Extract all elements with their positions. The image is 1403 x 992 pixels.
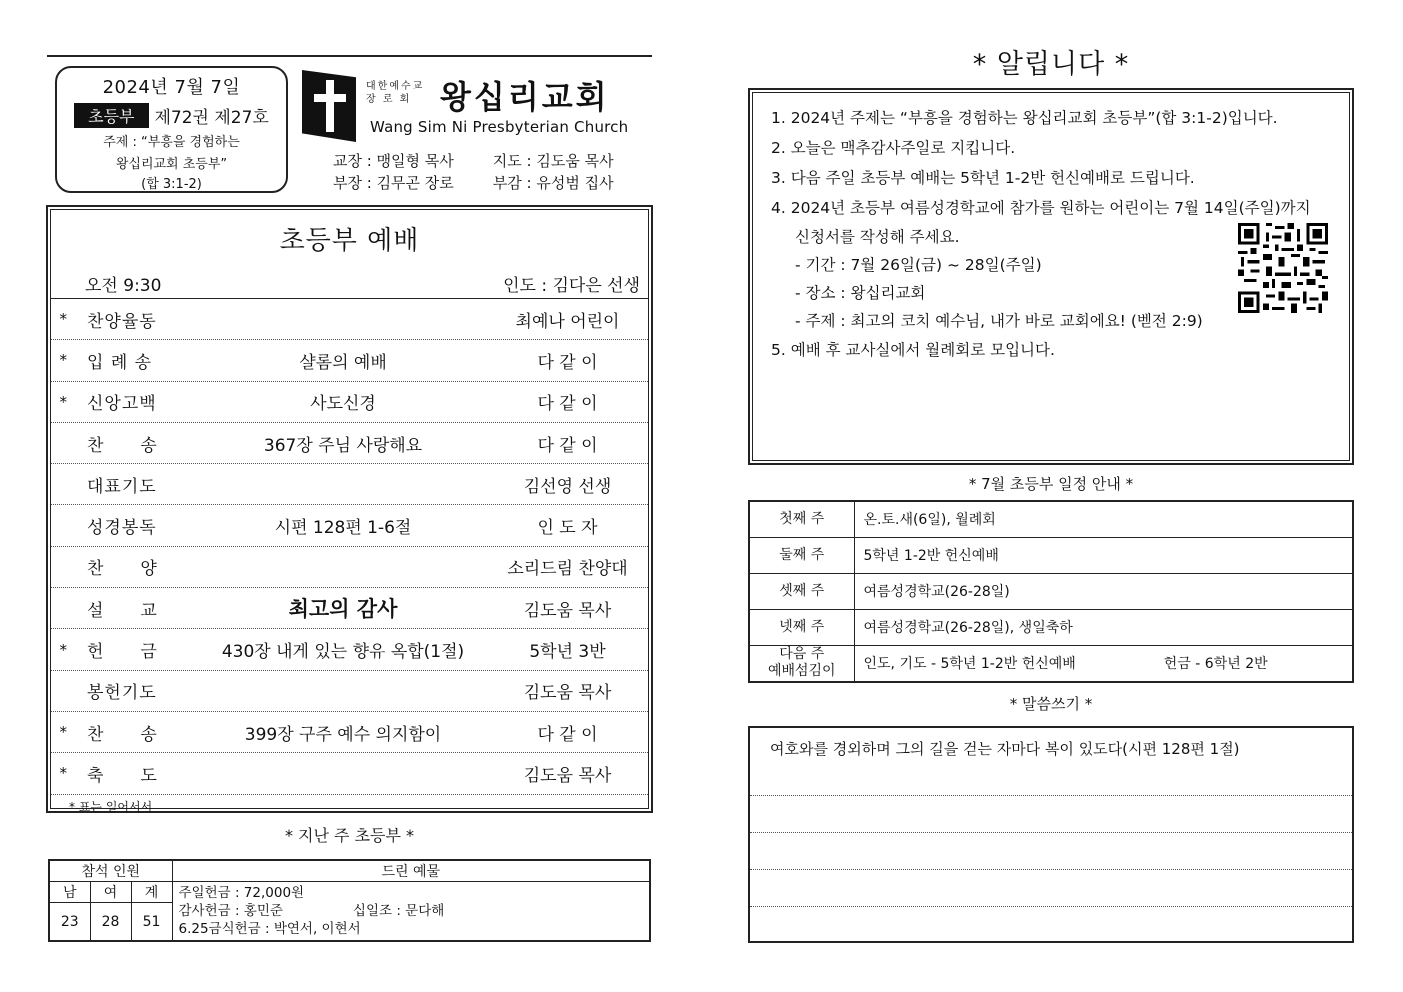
- offering-sunday: 주일헌금 : 72,000원: [178, 885, 305, 901]
- offering-thanks: 감사헌금 : 홍민준: [178, 903, 283, 919]
- stand-marker: *: [59, 392, 67, 411]
- order-item-name: 찬 송: [87, 435, 158, 456]
- yearly-theme: [57, 132, 286, 194]
- order-item-leader: 다 같 이: [537, 352, 598, 373]
- church-logo: [300, 68, 650, 144]
- order-item-content: 사도신경: [310, 394, 376, 415]
- order-item-content: 430장 내게 있는 향유 옥합(1절): [221, 642, 465, 663]
- worship-order-box: [46, 205, 653, 813]
- schedule-week-2-label: 둘째 주: [749, 537, 854, 573]
- schedule-week-4-label: 넷째 주: [749, 609, 854, 645]
- volume-number: 제72권 제27호: [154, 108, 269, 128]
- order-item-content: 367장 주님 사랑해요: [263, 435, 423, 456]
- notice-period: - 기간 : 7월 26일(금) ~ 28일(주일): [795, 256, 1042, 274]
- writing-line: [750, 906, 1352, 907]
- worship-row: [51, 505, 648, 546]
- denomination-label: 대한예수교 장 로 회: [366, 81, 425, 105]
- volume-row: [57, 103, 286, 128]
- writing-title: * 말씀쓰기 *: [1009, 695, 1093, 713]
- worship-header-row: [51, 271, 648, 299]
- order-item-name: 성경봉독: [87, 518, 157, 539]
- schedule-week-1-label: 첫째 주: [749, 501, 854, 537]
- count-male: 23: [49, 903, 90, 942]
- order-item-name: 대표기도: [87, 476, 157, 497]
- church-name: 왕십리교회: [440, 78, 610, 116]
- notice-item-3: 3. 다음 주일 초등부 예배는 5학년 1-2반 헌신예배로 드립니다.: [771, 169, 1195, 187]
- schedule-week-4-value: 여름성경학교(26-28일), 생일축하: [854, 609, 1353, 645]
- worship-time: 오전 9:30: [85, 276, 162, 296]
- order-item-name: 헌 금: [87, 642, 158, 663]
- notice-title: * 알립니다 *: [972, 49, 1130, 80]
- notice-item-4: 4. 2024년 초등부 여름성경학교에 참가를 원하는 어린이는 7월 14일(주일)까지: [771, 199, 1311, 217]
- staff-head: 부장 : 김무곤 장로: [333, 174, 454, 192]
- worship-row: [51, 588, 648, 629]
- worship-row: [51, 382, 648, 423]
- order-item-leader: 김선영 선생: [523, 476, 612, 497]
- writing-line: [750, 869, 1352, 870]
- writing-line: [750, 832, 1352, 833]
- date-box: [55, 66, 288, 193]
- worship-row: [51, 464, 648, 505]
- worship-row: [51, 423, 648, 464]
- last-week-table: [48, 859, 651, 942]
- col-male: 남: [49, 882, 90, 903]
- order-item-name: 축 도: [87, 765, 158, 786]
- order-item-leader: 다 같 이: [537, 435, 598, 456]
- notice-place: - 장소 : 왕십리교회: [795, 284, 926, 302]
- order-item-name: 봉헌기도: [87, 683, 157, 704]
- worship-row: [51, 753, 648, 794]
- count-total: 51: [131, 903, 172, 942]
- stand-marker: *: [59, 310, 67, 329]
- cross-icon: [302, 70, 356, 142]
- notice-item-1: 1. 2024년 주제는 “부흥을 경험하는 왕십리교회 초등부”(합 3:1-2)입니다.: [771, 109, 1278, 127]
- order-item-content: 샬롬의 예배: [299, 352, 387, 373]
- worship-row: [51, 671, 648, 712]
- notice-box: [748, 88, 1354, 465]
- stand-marker: *: [59, 764, 67, 783]
- next-offering: 헌금 - 6학년 2반: [1163, 656, 1268, 673]
- writing-box[interactable]: [748, 726, 1354, 943]
- order-item-content: 399장 구주 예수 의지함이: [244, 724, 442, 745]
- stand-marker: *: [59, 640, 67, 659]
- notice-item-2: 2. 오늘은 맥추감사주일로 지킵니다.: [771, 139, 1016, 157]
- order-item-name: 찬 양: [87, 559, 158, 580]
- order-item-leader: 다 같 이: [537, 724, 598, 745]
- schedule-table: [748, 500, 1354, 683]
- order-item-leader: 다 같 이: [537, 394, 598, 415]
- staff-director: 지도 : 김도움 목사: [492, 152, 614, 170]
- order-item-content: 시편 128편 1-6절: [274, 518, 412, 539]
- staff-list: [333, 150, 614, 194]
- schedule-next-value: [854, 645, 1353, 682]
- offering-tithe: 십일조 : 문다해: [352, 903, 445, 919]
- order-item-name: 설 교: [87, 600, 158, 621]
- worship-leader: 인도 : 김다은 선생: [503, 276, 640, 296]
- schedule-next-label: 다음 주 예배섬김이: [749, 645, 854, 682]
- offering-header: 드린 예물: [172, 860, 650, 882]
- worship-rows: [51, 299, 648, 795]
- order-item-leader: 김도움 목사: [523, 600, 612, 621]
- writing-line: [750, 795, 1352, 796]
- staff-principal: 교장 : 맹일형 목사: [333, 152, 454, 170]
- staff-vice: 부감 : 유성범 집사: [492, 174, 614, 192]
- order-item-leader: 인 도 자: [537, 518, 598, 539]
- offering-fasting: 6.25금식헌금 : 박연서, 이현서: [178, 921, 361, 937]
- order-item-leader: 최예나 어린이: [515, 311, 620, 332]
- order-item-name: 찬양율동: [87, 311, 157, 332]
- next-leader: 인도, 기도 - 5학년 1-2반 헌신예배: [863, 656, 1076, 673]
- theme-line-2: 왕십리교회 초등부”: [115, 157, 228, 172]
- order-item-leader: 김도움 목사: [523, 683, 612, 704]
- order-item-leader: 5학년 3반: [529, 642, 606, 663]
- order-item-leader: 소리드림 찬양대: [507, 559, 628, 580]
- schedule-week-2-value: 5학년 1-2반 헌신예배: [854, 537, 1353, 573]
- stand-marker: *: [59, 723, 67, 742]
- theme-ref: (합 3:1-2): [141, 177, 202, 192]
- qr-code-icon[interactable]: [1238, 223, 1328, 313]
- schedule-week-1-value: 온.토.새(6일), 월례회: [854, 501, 1353, 537]
- order-item-leader: 김도움 목사: [523, 765, 612, 786]
- attendance-header: 참석 인원: [49, 860, 172, 882]
- theme-line-1: 주제 : “부흥을 경험하는: [103, 135, 240, 150]
- schedule-week-3-value: 여름성경학교(26-28일): [854, 573, 1353, 609]
- order-item-content: 최고의 감사: [288, 597, 398, 622]
- notice-theme: - 주제 : 최고의 코치 예수님, 내가 바로 교회에요! (벧전 2:9): [795, 312, 1203, 330]
- stand-marker: *: [59, 351, 67, 370]
- schedule-week-3-label: 셋째 주: [749, 573, 854, 609]
- bulletin-date: 2024년 7월 7일: [102, 77, 241, 98]
- schedule-title: * 7월 초등부 일정 안내 *: [968, 475, 1134, 493]
- worship-title: 초등부 예배: [279, 226, 420, 256]
- col-female: 여: [90, 882, 131, 903]
- top-rule: [47, 55, 652, 57]
- col-total: 계: [131, 882, 172, 903]
- order-item-name: 찬 송: [87, 724, 158, 745]
- notice-item-5: 5. 예배 후 교사실에서 월례회로 모입니다.: [771, 341, 1055, 359]
- order-item-name: 신앙고백: [87, 394, 157, 415]
- church-english-name: Wang Sim Ni Presbyterian Church: [370, 118, 629, 136]
- notice-item-4-cont: 신청서를 작성해 주세요.: [795, 228, 960, 246]
- writing-verse: 여호와를 경외하며 그의 길을 걷는 자마다 복이 있도다(시편 128편 1절): [770, 740, 1240, 758]
- worship-row: [51, 299, 648, 340]
- order-item-name: 입 례 송: [87, 352, 153, 373]
- dept-badge: 초등부: [74, 103, 148, 128]
- worship-row: [51, 547, 648, 588]
- worship-row: [51, 340, 648, 381]
- worship-row: [51, 712, 648, 753]
- standing-note: * 표는 일어서서: [69, 799, 153, 814]
- count-female: 28: [90, 903, 131, 942]
- offering-cell: [172, 882, 650, 942]
- worship-row: [51, 629, 648, 670]
- last-week-title: * 지난 주 초등부 *: [284, 826, 415, 845]
